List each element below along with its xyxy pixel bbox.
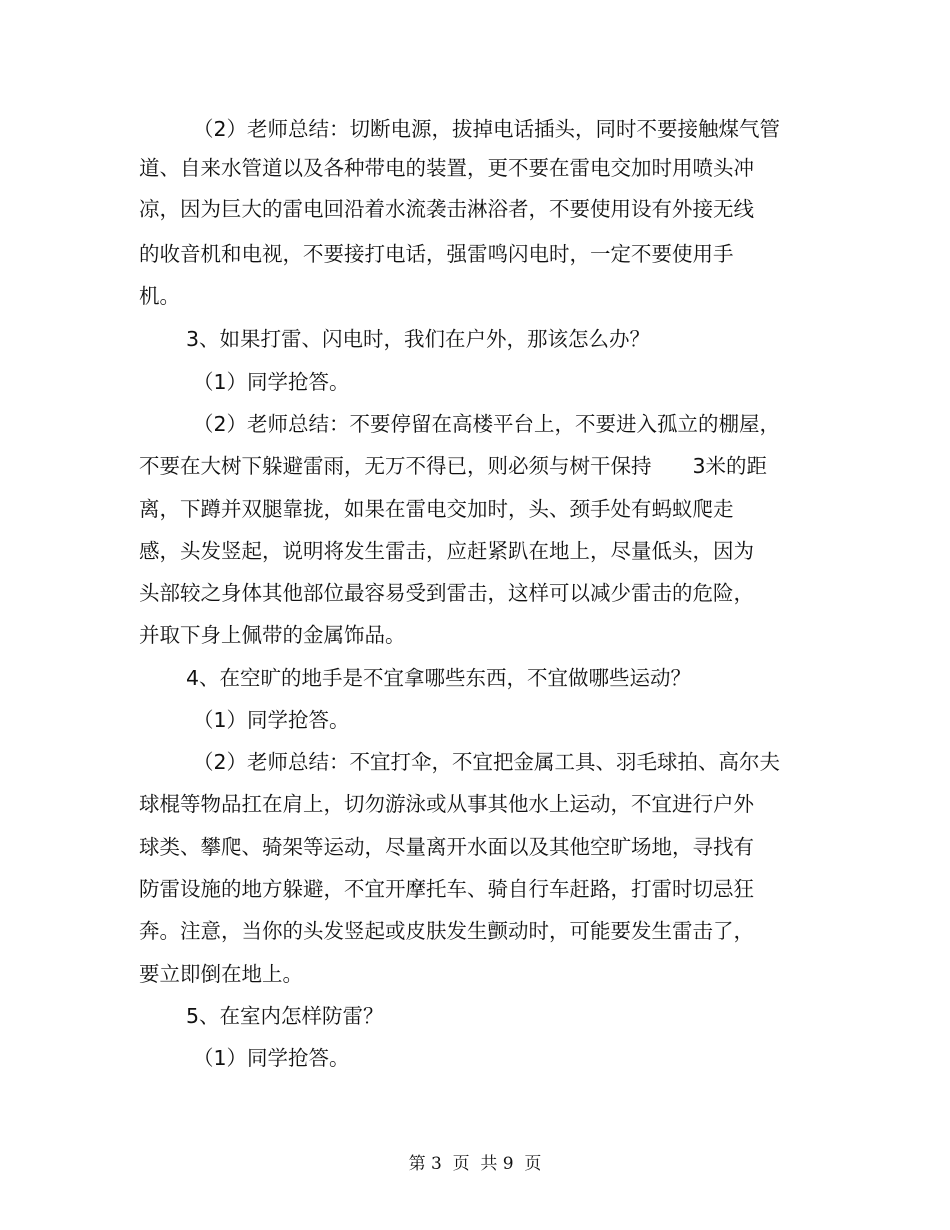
paragraph-line: 离，下蹲并双腿靠拢，如果在雷电交加时，头、颈手处有蚂蚁爬走 [139,497,734,521]
paragraph-line: （1）同学抢答。 [193,370,350,394]
paragraph-line: 不要在大树下躲避雷雨，无万不得已，则必须与树干保持 3米的距 [139,454,768,478]
paragraph-line: 凉，因为巨大的雷电回沿着水流袭击淋浴者，不要使用设有外接无线 [139,197,754,221]
paragraph-line: 防雷设施的地方躲避，不宜开摩托车、骑自行车赶路，打雷时切忌狂 [139,877,754,901]
paragraph-line: 并取下身上佩带的金属饰品。 [139,623,406,647]
paragraph-line: （2）老师总结：不要停留在高楼平台上，不要进入孤立的棚屋， [193,412,781,436]
paragraph-line: （1）同学抢答。 [193,708,350,732]
paragraph-line: 道、自来水管道以及各种带电的装置，更不要在雷电交加时用喷头冲 [139,156,754,180]
paragraph-line: 球类、攀爬、骑架等运动，尽量离开水面以及其他空旷场地，寻找有 [139,835,754,859]
section-heading: 3、如果打雷、闪电时，我们在户外，那该怎么办？ [186,327,651,351]
section-heading: 4、在空旷的地手是不宜拿哪些东西，不宜做哪些运动？ [186,666,692,690]
page-number-footer: 第 3 页 共 9 页 [408,1154,542,1174]
paragraph-line: 奔。注意，当你的头发竖起或皮肤发生颤动时，可能要发生雷击了， [139,919,754,943]
paragraph-line: 机。 [139,284,180,308]
paragraph-line: 头部较之身体其他部位最容易受到雷击，这样可以减少雷击的危险， [139,581,754,605]
paragraph-line: 感，头发竖起，说明将发生雷击，应赶紧趴在地上，尽量低头，因为 [139,539,754,563]
paragraph-line: （2）老师总结：不宜打伞，不宜把金属工具、羽毛球拍、高尔夫 [193,750,781,774]
paragraph-line: 要立即倒在地上。 [139,962,303,986]
paragraph-line: （1）同学抢答。 [193,1046,350,1070]
section-heading: 5、在室内怎样防雷？ [186,1004,384,1028]
paragraph-line: 球棍等物品扛在肩上，切勿游泳或从事其他水上运动，不宜进行户外 [139,792,754,816]
paragraph-line: 的收音机和电视，不要接打电话，强雷鸣闪电时，一定不要使用手 [139,242,734,266]
paragraph-line: （2）老师总结：切断电源，拔掉电话插头，同时不要接触煤气管 [193,117,781,141]
